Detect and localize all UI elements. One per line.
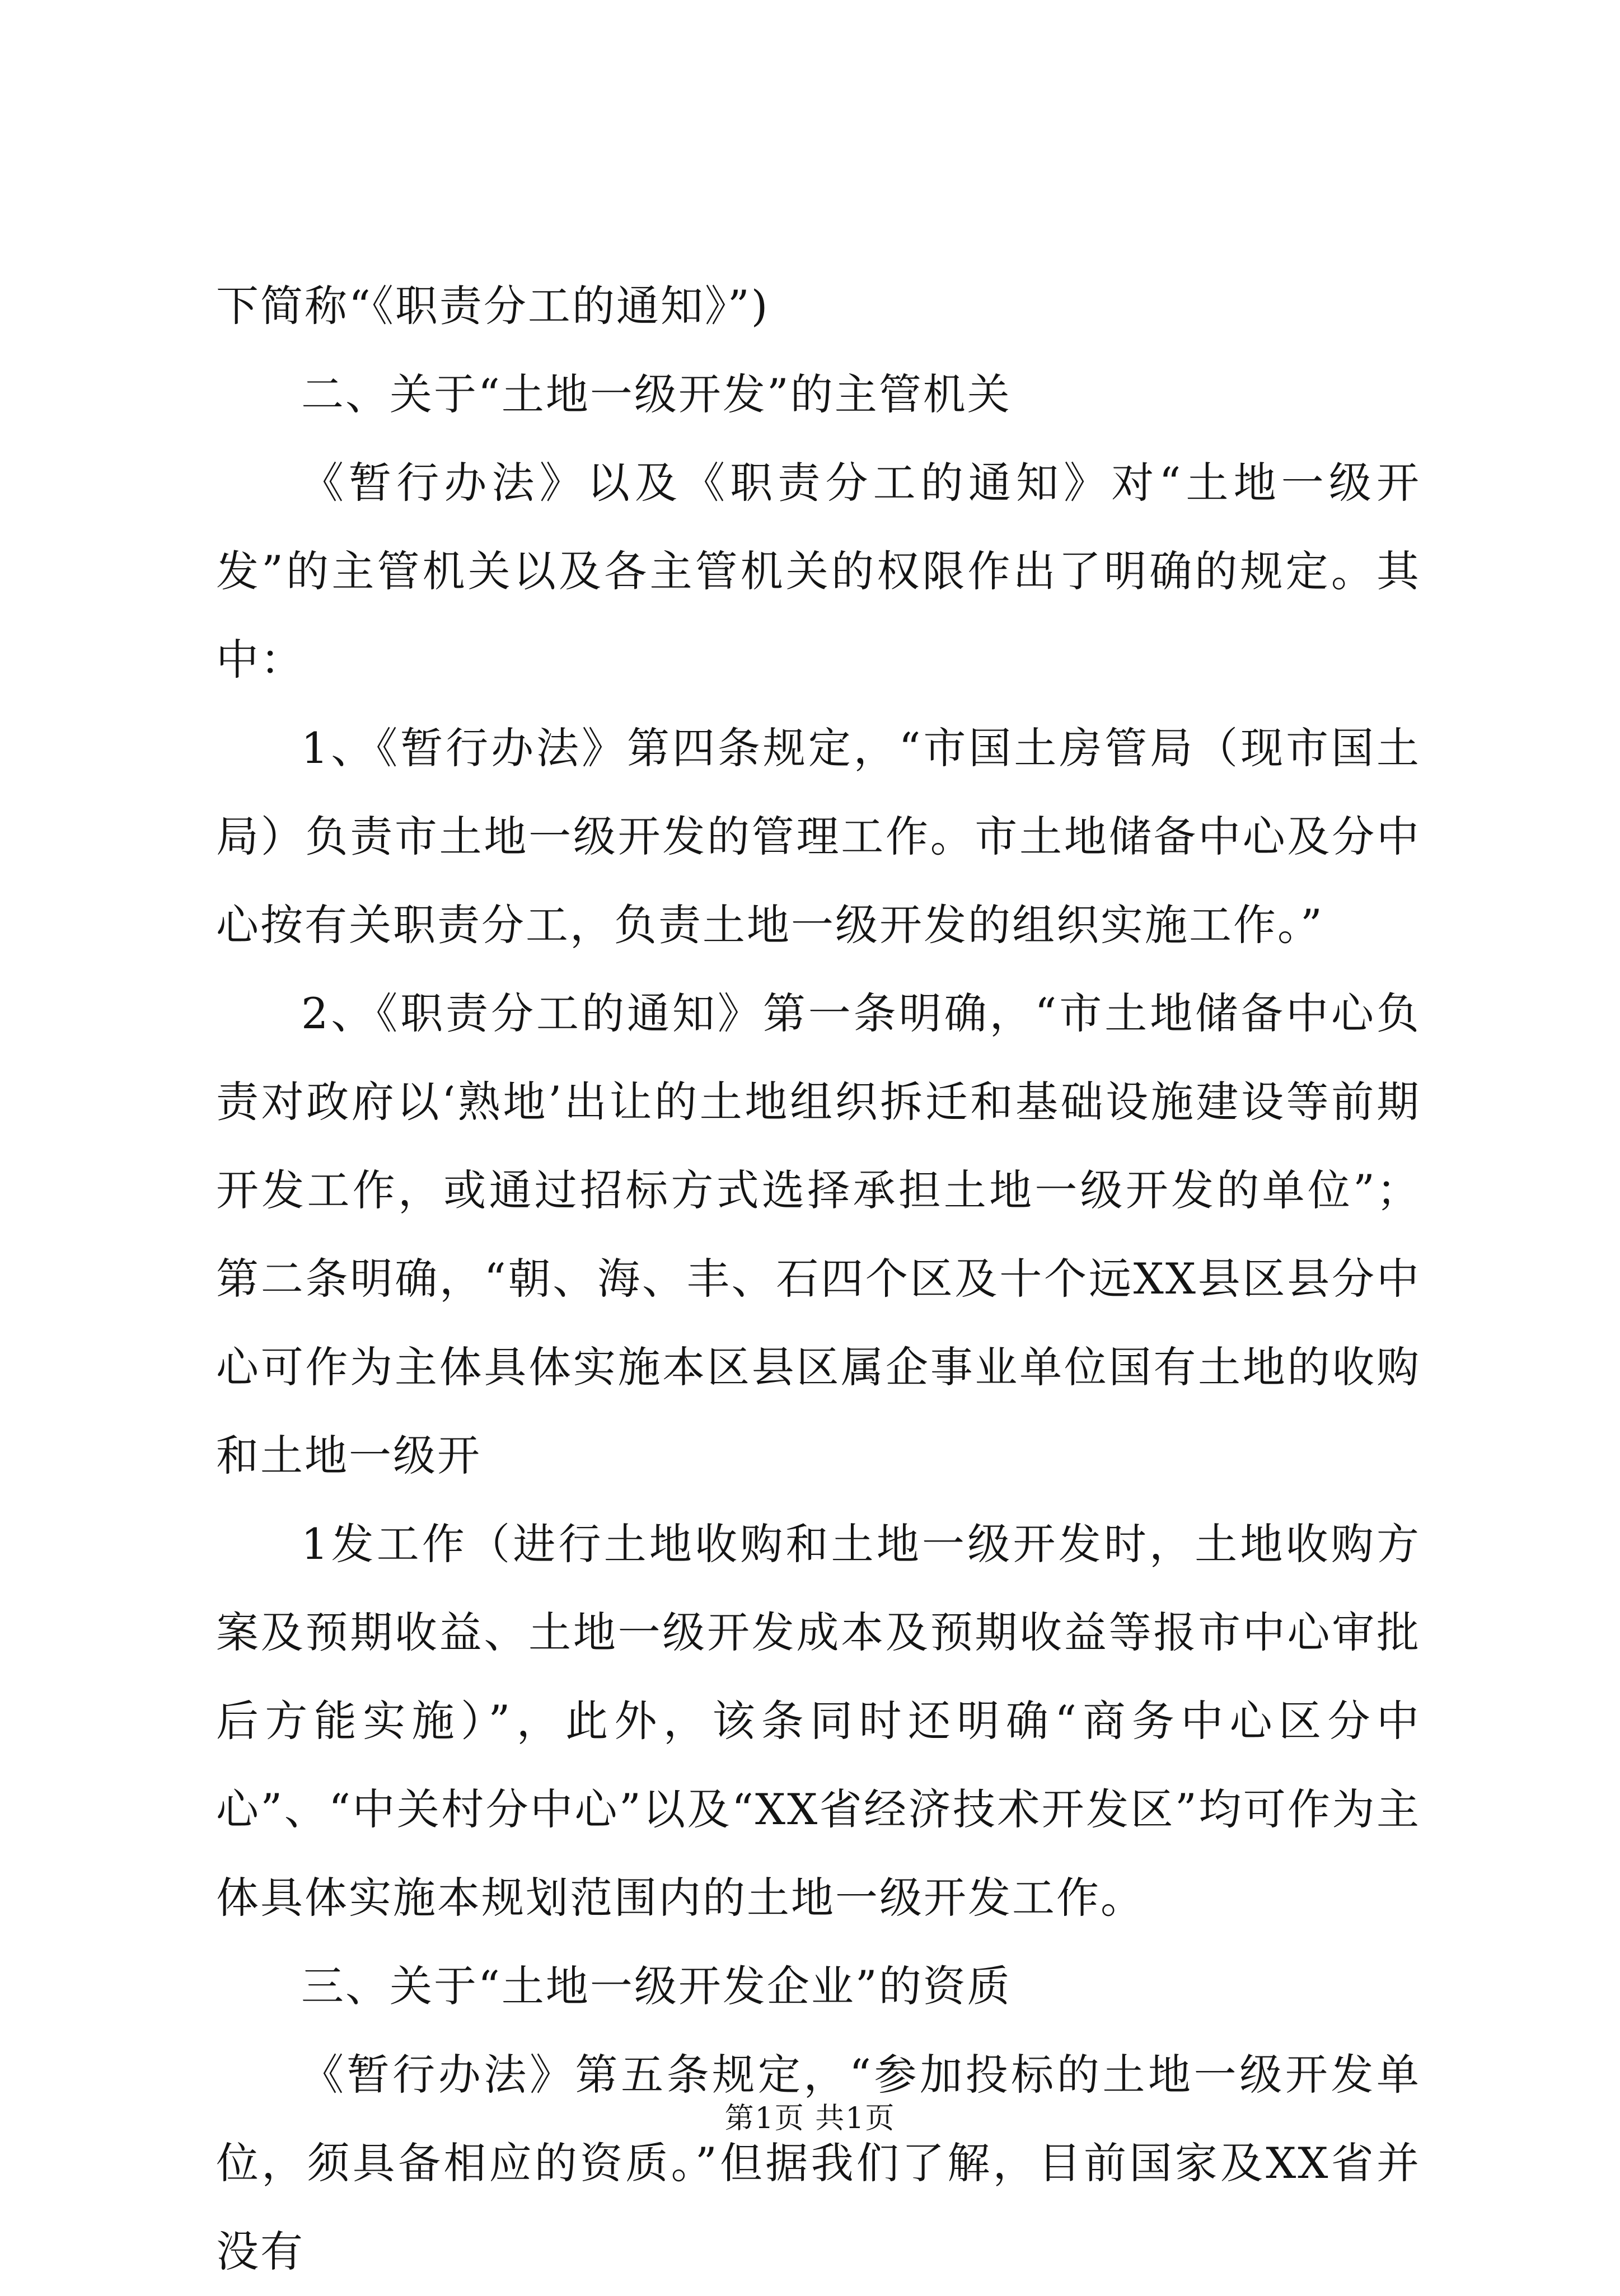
paragraph: 《暂行办法》以及《职责分工的通知》对“土地一级开发”的主管机关以及各主管机关的权限作出了明确的规定。其中： bbox=[216, 458, 1421, 685]
section-heading-2: 二、关于“土地一级开发”的主管机关 bbox=[301, 369, 1012, 419]
section-heading-3: 三、关于“土地一级开发企业”的资质 bbox=[301, 1961, 1012, 2011]
document-body bbox=[216, 262, 1421, 2296]
paragraph: 《暂行办法》第五条规定，“参加投标的土地一级开发单位，须具备相应的资质。”但据我们了解，目前国家及XX省并没有 bbox=[216, 2050, 1421, 2276]
paragraph-continuation: 下简称“《职责分工的通知》”) bbox=[216, 281, 770, 331]
paragraph: 1发工作（进行土地收购和土地一级开发时，土地收购方案及预期收益、土地一级开发成本及预期收益等报市中心审批后方能实施）”，此外，该条同时还明确“商务中心区分中心”、“中关村分中心”以及“XX省经济技术开发区”均可作为主体具体实施本规划范围内的土地一级开发工作。 bbox=[216, 1519, 1421, 1923]
paragraph: 1、《暂行办法》第四条规定，“市国土房管局（现市国土局）负责市土地一级开发的管理工作。市土地储备中心及分中心按有关职责分工，负责土地一级开发的组织实施工作。” bbox=[216, 723, 1421, 950]
page-footer: 第1页 共1页 bbox=[724, 2102, 896, 2135]
paragraph: 2、《职责分工的通知》第一条明确，“市土地储备中心负责对政府以‘熟地’出让的土地组织拆迁和基础设施建设等前期开发工作，或通过招标方式选择承担土地一级开发的单位”；第二条明确，“朝、海、丰、石四个区及十个远XX县区县分中心可作为主体具体实施本区县区属企事业单位国有土地的收购和土地一级开 bbox=[216, 988, 1421, 1480]
